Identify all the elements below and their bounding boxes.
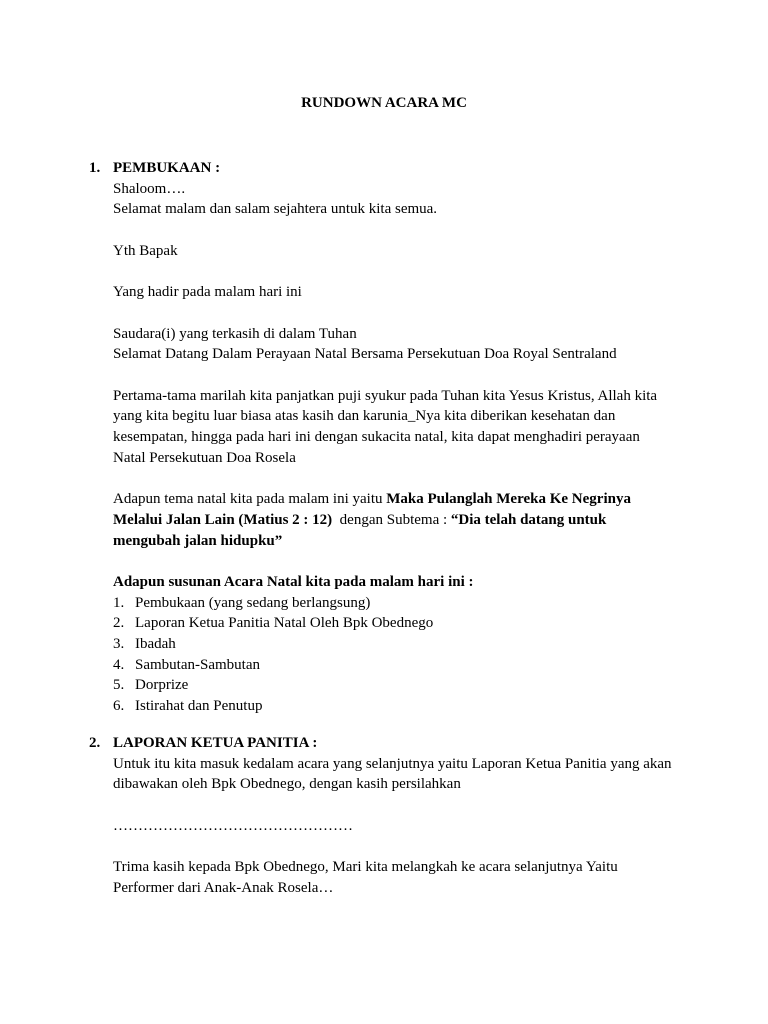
agenda-item-text: Pembukaan (yang sedang berlangsung) — [135, 594, 371, 611]
agenda-item — [113, 613, 693, 634]
document-title: RUNDOWN ACARA MC — [301, 95, 467, 111]
agenda-item — [113, 675, 693, 696]
theme-title-part-1: Maka Pulanglah Mereka Ke Negrinya — [386, 491, 631, 508]
agenda-item — [113, 655, 693, 676]
theme-prefix: Adapun tema natal kita pada malam ini yaitu — [113, 491, 387, 508]
agenda-item-text: Istirahat dan Penutup — [135, 698, 263, 715]
section-1-heading: PEMBUKAAN : — [113, 160, 221, 176]
intro-line: Untuk itu kita masuk kedalam acara yang selanjutnya yaitu Laporan Ketua Panitia yang akan — [113, 755, 672, 772]
closing-line: Performer dari Anak-Anak Rosela… — [113, 879, 334, 896]
agenda-item — [113, 696, 693, 717]
hadir-text: Yang hadir pada malam hari ini — [113, 284, 302, 301]
agenda-item — [113, 593, 693, 614]
agenda-item-number: 5. — [113, 677, 125, 694]
greeting-text: Shaloom…. — [113, 180, 186, 197]
section-1-number: 1. — [89, 160, 101, 176]
salam-text: Selamat malam dan salam sejahtera untuk kita semua. — [113, 201, 438, 218]
agenda-item-text: Sambutan-Sambutan — [135, 656, 260, 673]
agenda-heading: Adapun susunan Acara Natal kita pada malam hari ini : — [113, 573, 474, 590]
agenda-item-number: 3. — [113, 636, 125, 653]
paragraph-line: kesempatan, hingga pada hari ini dengan sukacita natal, kita dapat menghadiri perayaan — [113, 429, 640, 446]
opening-paragraph — [113, 386, 693, 469]
agenda-item-text: Laporan Ketua Panitia Natal Oleh Bpk Obednego — [135, 615, 434, 632]
closing-line: Trima kasih kepada Bpk Obednego, Mari kita melangkah ke acara selanjutnya Yaitu — [113, 859, 618, 876]
paragraph-line: yang kita begitu luar biasa atas kasih dan karunia_Nya kita diberikan kesehatan dan — [113, 408, 616, 425]
paragraph-line: Natal Persekutuan Doa Rosela — [113, 449, 296, 466]
saudara-text: Saudara(i) yang terkasih di dalam Tuhan — [113, 325, 357, 342]
welcome-text: Selamat Datang Dalam Perayaan Natal Bersama Persekutuan Doa Royal Sentraland — [113, 346, 617, 363]
section-2-number: 2. — [89, 735, 101, 751]
agenda-item-number: 2. — [113, 615, 125, 632]
agenda-item-number: 1. — [113, 594, 125, 611]
subtheme-part-2: mengubah jalan hidupku” — [113, 532, 283, 549]
yth-text: Yth Bapak — [113, 242, 178, 259]
dotted-placeholder: ………………………………………… — [113, 817, 353, 834]
agenda-item-number: 6. — [113, 698, 125, 715]
agenda-item — [113, 634, 693, 655]
agenda-item-text: Ibadah — [135, 636, 176, 653]
section-2 — [113, 733, 693, 899]
theme-paragraph — [113, 489, 693, 551]
subtheme-part-1: “Dia telah datang untuk — [450, 511, 607, 528]
section-2-heading: LAPORAN KETUA PANITIA : — [113, 735, 318, 751]
intro-line: dibawakan oleh Bpk Obednego, dengan kasih persilahkan — [113, 776, 461, 793]
subtheme-prefix: dengan Subtema : — [332, 511, 451, 528]
agenda-item-number: 4. — [113, 656, 125, 673]
section-1 — [113, 158, 693, 717]
paragraph-line: Pertama-tama marilah kita panjatkan puji syukur pada Tuhan kita Yesus Kristus, Allah kita — [113, 387, 658, 404]
agenda-item-text: Dorprize — [135, 677, 189, 694]
agenda-list — [113, 593, 693, 717]
theme-title-part-2: Melalui Jalan Lain (Matius 2 : 12) — [113, 511, 333, 528]
